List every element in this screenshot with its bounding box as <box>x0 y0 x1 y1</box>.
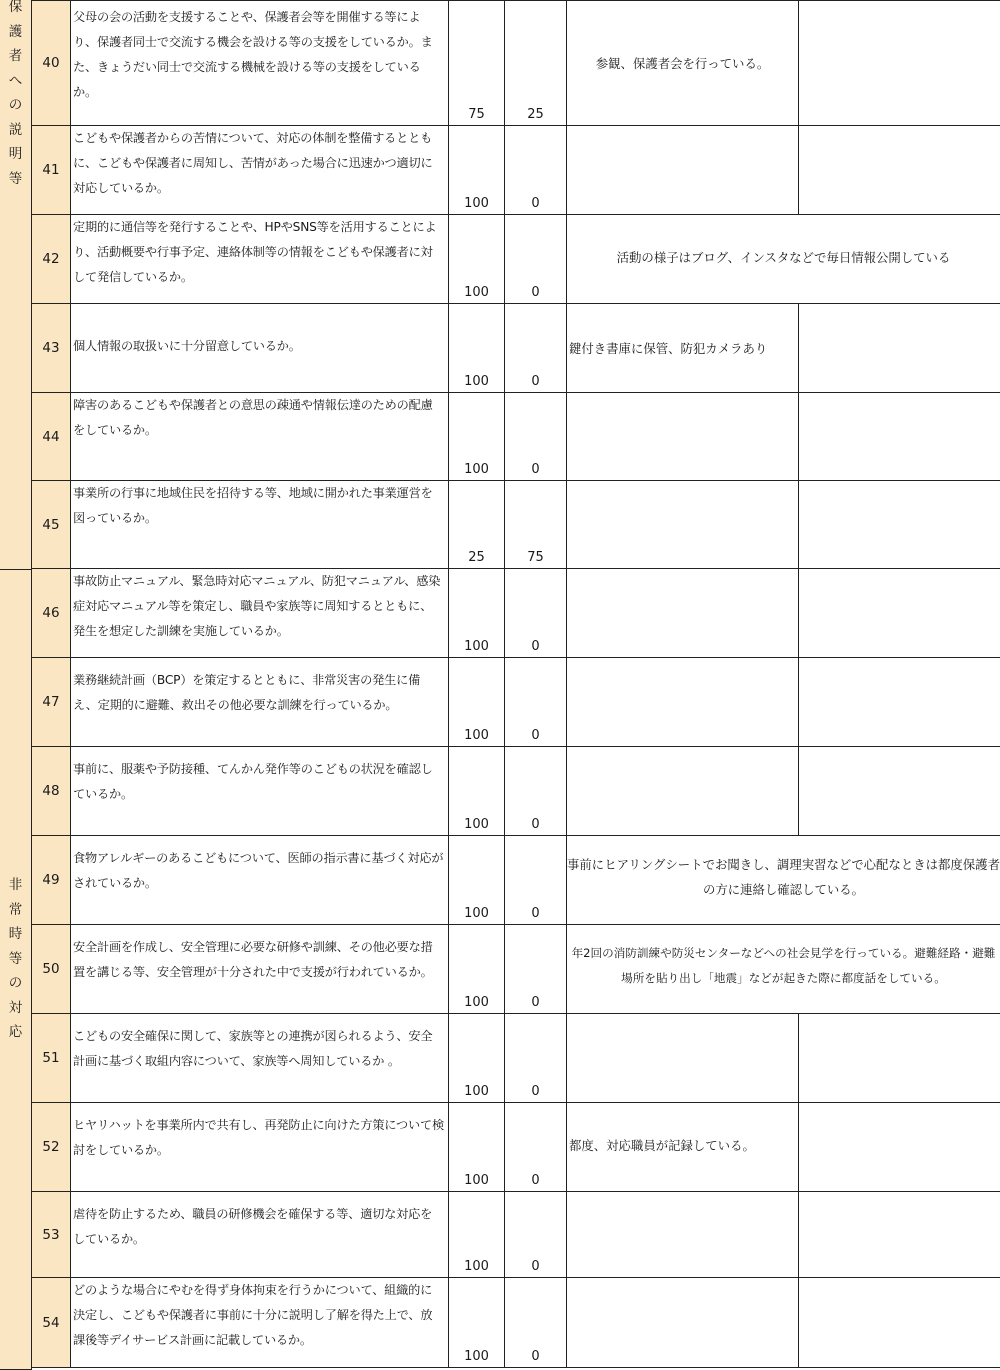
no-cell <box>505 569 567 657</box>
yes-percent: 100 <box>464 995 489 1010</box>
question-text: どのような場合にやむを得ず身体拘束を行うかについて、組織的に決定し、こどもや保護者に事前に十分に説明し了解を得た上で、放課後等デイサービス計画に記載しているか。 <box>71 1278 449 1367</box>
table-row <box>31 393 1000 481</box>
yes-cell <box>449 658 505 746</box>
category-cell <box>0 0 32 570</box>
comment-cell <box>567 747 799 835</box>
comment-cell <box>567 393 799 480</box>
question-text: 虐待を防止するため、職員の研修機会を確保する等、適切な対応をしているか。 <box>71 1192 449 1277</box>
yes-cell <box>449 481 505 568</box>
item-number: 47 <box>31 658 71 746</box>
yes-cell <box>449 925 505 1013</box>
yes-percent: 100 <box>464 285 489 300</box>
table-row <box>31 747 1000 836</box>
comment-cell <box>567 1 799 125</box>
no-cell <box>505 481 567 568</box>
item-number: 52 <box>31 1103 71 1191</box>
comment-cell <box>567 925 1000 1013</box>
no-cell <box>505 658 567 746</box>
item-number: 54 <box>31 1278 71 1367</box>
comment-text: 都度、対応職員が記録している。 <box>569 1138 755 1153</box>
yes-percent: 100 <box>464 1349 489 1364</box>
no-cell <box>505 1 567 125</box>
yes-percent: 100 <box>464 196 489 211</box>
item-number: 50 <box>31 925 71 1013</box>
table-row <box>31 1014 1000 1103</box>
comment-cell <box>567 1278 799 1367</box>
item-number: 49 <box>31 836 71 924</box>
no-cell <box>505 1192 567 1277</box>
question-text: 障害のあるこどもや保護者との意思の疎通や情報伝達のための配慮をしているか。 <box>71 393 449 480</box>
no-percent: 0 <box>531 728 540 743</box>
no-percent: 0 <box>531 1173 540 1188</box>
yes-percent: 100 <box>464 1084 489 1099</box>
yes-cell <box>449 393 505 480</box>
no-cell <box>505 836 567 924</box>
comment-cell <box>567 215 1000 303</box>
category-label: 非 常 時 等 の 対 応 <box>8 877 23 1040</box>
comment-text: 年2回の消防訓練や防災センターなどへの社会見学を行っている。避難経路・避難場所を貼り出し「地震」などが起きた際に都度話をしている。 <box>571 946 996 985</box>
yes-cell <box>449 304 505 392</box>
question-text: 事故防止マニュアル、緊急時対応マニュアル、防犯マニュアル、感染症対応マニュアル等を策定し、職員や家族等に周知するとともに、発生を想定した訓練を実施しているか。 <box>71 569 449 657</box>
category-cell <box>0 569 32 1370</box>
no-percent: 0 <box>531 1084 540 1099</box>
item-number: 45 <box>31 481 71 568</box>
yes-percent: 100 <box>464 728 489 743</box>
no-percent: 0 <box>531 639 540 654</box>
no-percent: 0 <box>531 285 540 300</box>
question-text: こどもや保護者からの苦情について、対応の体制を整備するとともに、こどもや保護者に周知し、苦情があった場合に迅速かつ適切に対応しているか。 <box>71 126 449 214</box>
question-text: 定期的に通信等を発行することや、HPやSNS等を活用することにより、活動概要や行事予定、連絡体制等の情報をこどもや保護者に対して発信しているか。 <box>71 215 449 303</box>
table-row <box>31 304 1000 393</box>
no-percent: 0 <box>531 1259 540 1274</box>
item-number: 40 <box>31 1 71 125</box>
yes-percent: 100 <box>464 1173 489 1188</box>
comment-text: 活動の様子はブログ、インスタなどで毎日情報公開している <box>616 250 951 265</box>
no-cell <box>505 304 567 392</box>
comment-cell <box>567 304 799 392</box>
no-percent: 25 <box>527 107 544 122</box>
question-text: 個人情報の取扱いに十分留意しているか。 <box>71 304 449 392</box>
question-text: 業務継続計画（BCP）を策定するとともに、非常災害の発生に備え、定期的に避難、救出その他必要な訓練を行っているか。 <box>71 658 449 746</box>
no-cell <box>505 1014 567 1102</box>
yes-cell <box>449 1 505 125</box>
yes-percent: 100 <box>464 462 489 477</box>
category-label: 保 護 者 へ の 説 明 等 <box>8 0 23 187</box>
question-text: こどもの安全確保に関して、家族等との連携が図られるよう、安全計画に基づく取組内容について、家族等へ周知しているか 。 <box>71 1014 449 1102</box>
table-row <box>31 569 1000 658</box>
yes-cell <box>449 126 505 214</box>
no-cell <box>505 925 567 1013</box>
yes-cell <box>449 1014 505 1102</box>
no-percent: 0 <box>531 995 540 1010</box>
table-row <box>31 836 1000 925</box>
question-text: 食物アレルギーのあるこどもについて、医師の指示書に基づく対応がされているか。 <box>71 836 449 924</box>
comment-text: 事前にヒアリングシートでお聞きし、調理実習などで心配なときは都度保護者の方に連絡し確認している。 <box>567 857 1000 897</box>
comment-cell <box>567 836 1000 924</box>
yes-cell <box>449 1103 505 1191</box>
comment-cell <box>567 481 799 568</box>
yes-percent: 100 <box>464 817 489 832</box>
yes-cell <box>449 1278 505 1367</box>
comment-text: 参観、保護者会を行っている。 <box>595 56 770 71</box>
no-percent: 75 <box>527 550 544 565</box>
no-cell <box>505 747 567 835</box>
yes-percent: 100 <box>464 374 489 389</box>
table-row <box>31 0 1000 126</box>
yes-cell <box>449 215 505 303</box>
question-text: 事業所の行事に地域住民を招待する等、地域に開かれた事業運営を図っているか。 <box>71 481 449 568</box>
table-row <box>31 126 1000 215</box>
no-cell <box>505 215 567 303</box>
yes-cell <box>449 569 505 657</box>
comment-text: 鍵付き書庫に保管、防犯カメラあり <box>569 341 768 356</box>
question-text: 父母の会の活動を支援することや、保護者会等を開催する等により、保護者同士で交流する機会を設ける等の支援をしているか。また、きょうだい同士で交流する機械を設ける等の支援をしているか。 <box>71 1 449 125</box>
comment-cell <box>567 1192 799 1277</box>
comment-cell <box>567 1014 799 1102</box>
table-row <box>31 215 1000 304</box>
yes-percent: 100 <box>464 906 489 921</box>
no-percent: 0 <box>531 196 540 211</box>
no-cell <box>505 393 567 480</box>
yes-percent: 25 <box>468 550 485 565</box>
no-cell <box>505 1103 567 1191</box>
no-cell <box>505 1278 567 1367</box>
item-number: 51 <box>31 1014 71 1102</box>
comment-cell <box>567 569 799 657</box>
item-number: 53 <box>31 1192 71 1277</box>
no-percent: 0 <box>531 462 540 477</box>
question-text: 事前に、服薬や予防接種、てんかん発作等のこどもの状況を確認しているか。 <box>71 747 449 835</box>
no-cell <box>505 126 567 214</box>
table-row <box>31 925 1000 1014</box>
comment-cell <box>567 126 799 214</box>
no-percent: 0 <box>531 1349 540 1364</box>
table-row <box>31 1103 1000 1192</box>
no-percent: 0 <box>531 374 540 389</box>
no-percent: 0 <box>531 817 540 832</box>
item-number: 48 <box>31 747 71 835</box>
yes-percent: 100 <box>464 1259 489 1274</box>
question-text: ヒヤリハットを事業所内で共有し、再発防止に向けた方策について検討をしているか。 <box>71 1103 449 1191</box>
yes-cell <box>449 1192 505 1277</box>
comment-cell <box>567 1103 799 1191</box>
table-row <box>31 658 1000 747</box>
yes-cell <box>449 836 505 924</box>
question-text: 安全計画を作成し、安全管理に必要な研修や訓練、その他必要な措置を講じる等、安全管理が十分された中で支援が行われているか。 <box>71 925 449 1013</box>
item-number: 43 <box>31 304 71 392</box>
yes-cell <box>449 747 505 835</box>
item-number: 44 <box>31 393 71 480</box>
table-row <box>31 1278 1000 1368</box>
item-number: 46 <box>31 569 71 657</box>
yes-percent: 100 <box>464 639 489 654</box>
table-row <box>31 481 1000 569</box>
comment-cell <box>567 658 799 746</box>
item-number: 41 <box>31 126 71 214</box>
no-percent: 0 <box>531 906 540 921</box>
item-number: 42 <box>31 215 71 303</box>
yes-percent: 75 <box>468 107 485 122</box>
table-row <box>31 1192 1000 1278</box>
